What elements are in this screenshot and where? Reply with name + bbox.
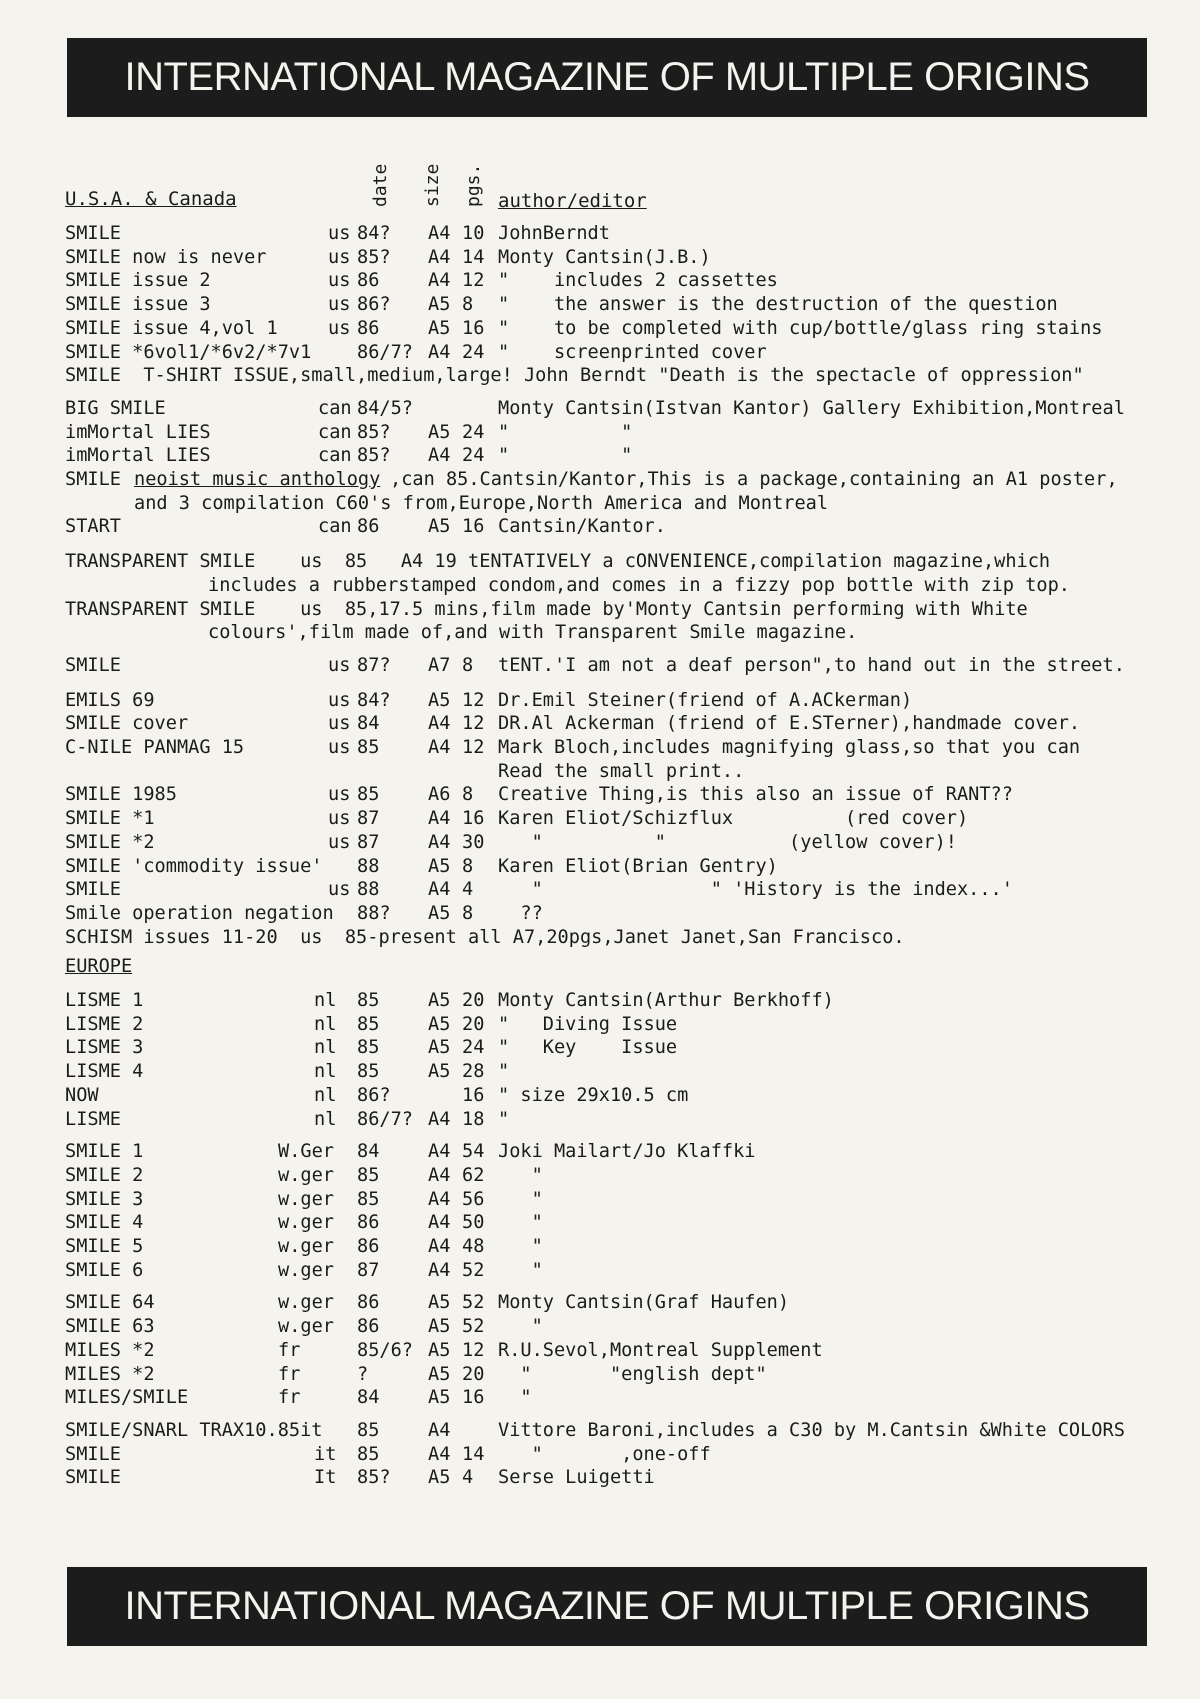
entry-date: ?: [357, 1363, 369, 1385]
entry-country: us: [328, 737, 351, 758]
entry-date: 86: [357, 1236, 380, 1257]
tshirt-line: SMILE T-SHIRT ISSUE,small,medium,large! John Berndt "Death is the spectacle of oppression": [65, 365, 1084, 387]
entry-pages: 16: [462, 317, 485, 339]
entry-pages: 14: [462, 1443, 485, 1465]
region-heading-europe: EUROPE: [65, 956, 133, 978]
entry-pages: 12: [462, 270, 485, 292]
entry-country: can: [318, 397, 352, 419]
entry-pages: 14: [462, 246, 485, 268]
entry-country: w.ger: [278, 1259, 334, 1281]
entry-size: A4: [428, 808, 451, 830]
entry-title: SMILE 'commodity issue': [65, 855, 323, 877]
entry-date: 85?: [357, 445, 391, 467]
entry-pages: 12: [462, 1339, 485, 1361]
entry-size: A5: [428, 317, 451, 339]
entry-pages: 24: [462, 1037, 485, 1059]
entry-date: 85/6?: [357, 1339, 413, 1361]
region-heading-usa-canada: U.S.A. & Canada: [65, 188, 237, 210]
entry-date: 85: [357, 1061, 380, 1083]
entry-author: " " (yellow cover)!: [498, 831, 957, 853]
entry-date: 88: [357, 855, 380, 877]
entry-size: A5: [428, 1061, 451, 1083]
anthology-title: neoist music anthology: [134, 469, 381, 490]
entry-author: Karen Eliot/Schizflux (red cover): [498, 808, 969, 830]
entry-author: Karen Eliot(Brian Gentry): [498, 855, 778, 877]
entry-date: 84: [357, 1387, 380, 1409]
entry-country: can: [318, 421, 352, 443]
bottom-banner: [67, 1567, 1147, 1646]
entry-pages: 10: [462, 223, 485, 244]
entry-title: SMILE 6: [65, 1259, 144, 1281]
anthology-detail: ,can 85.Cantsin/Kantor,This is a package,containing an A1 poster,: [390, 469, 1118, 490]
entry-size: A5: [428, 1467, 451, 1489]
entry-pages: 52: [462, 1292, 485, 1314]
entry-pages: 16: [462, 808, 485, 830]
entry-size: A4: [428, 1443, 451, 1465]
entry-title: SMILE cover: [65, 713, 189, 735]
entry-pages: 56: [462, 1188, 485, 1210]
entry-date: 87: [357, 1259, 380, 1281]
entry-author: ": [498, 1387, 532, 1409]
anthology-continuation: and 3 compilation C60's from,Europe,North America and Montreal: [134, 492, 829, 514]
entry-title: SMILE 1985: [65, 784, 177, 806]
entry-pages: 20: [462, 1363, 485, 1385]
entry-country: W.Ger: [278, 1141, 334, 1163]
entry-title: MILES/SMILE: [65, 1387, 189, 1409]
entry-country: it: [314, 1443, 337, 1465]
entry-author: ": [498, 1259, 543, 1281]
entry-pages: 4: [462, 879, 474, 901]
entry-date: 85: [357, 990, 380, 1011]
entry-author: tENT.'I am not a deaf person",to hand out in the street.: [498, 654, 1125, 676]
transparent-smile-continuation: includes a rubberstamped condom,and comes in a fizzy pop bottle with zip top.: [208, 574, 1070, 596]
entry-size: A5: [428, 1292, 451, 1314]
entry-title: MILES *2: [65, 1339, 155, 1361]
entry-title: SMILE 5: [65, 1236, 144, 1257]
entry-author: ": [498, 1316, 543, 1338]
entry-author: Dr.Emil Steiner(friend of A.ACkerman): [498, 689, 913, 711]
entry-author: " " 'History is the index...': [498, 879, 1013, 901]
entry-author: ??: [498, 902, 543, 924]
entry-date: 85: [357, 737, 380, 758]
entry-date: 85: [357, 1164, 380, 1186]
entry-country: w.ger: [278, 1292, 334, 1314]
entry-author: " the answer is the destruction of the question: [498, 294, 1058, 316]
entry-size: A5: [428, 421, 451, 443]
entry-size: A5: [428, 1339, 451, 1361]
entry-author: ": [498, 1061, 510, 1083]
entry-size: A5: [428, 1037, 451, 1059]
entry-title: LISME: [65, 1108, 121, 1130]
entry-size: A4: [428, 713, 451, 735]
entry-date: 86: [357, 270, 380, 292]
entry-size: A4: [428, 1236, 451, 1257]
entry-date: 86: [357, 1316, 380, 1338]
entry-pages: 8: [462, 902, 474, 924]
entry-country: us: [328, 808, 351, 830]
entry-date: 87: [357, 831, 380, 853]
entry-date: 84: [357, 713, 380, 735]
entry-size: A4: [428, 1108, 451, 1130]
entry-country: us: [328, 784, 351, 806]
entry-size: A7: [428, 654, 451, 676]
entry-title: SMILE 3: [65, 1188, 144, 1210]
entry-date: 85?: [357, 1467, 391, 1489]
entry-country: fr: [278, 1363, 301, 1385]
entry-date: 84?: [357, 689, 391, 711]
entry-title: SMILE 2: [65, 1164, 144, 1186]
entry-title: SMILE 64: [65, 1292, 155, 1314]
transparent-smile-film-line: TRANSPARENT SMILE us 85,17.5 mins,film made by'Monty Cantsin performing with White: [65, 598, 1028, 620]
entry-country: us: [328, 246, 351, 268]
entry-title: SMILE *6vol1/*6v2/*7v1: [65, 341, 312, 363]
entry-title: MILES *2: [65, 1363, 155, 1385]
entry-country: nl: [314, 990, 337, 1011]
entry-author: " ": [498, 421, 633, 443]
entry-date: 85: [357, 784, 380, 806]
pgs-column-label: pgs.: [463, 163, 484, 207]
entry-country: nl: [314, 1084, 337, 1106]
entry-size: A4: [428, 1188, 451, 1210]
entry-date: 88?: [357, 902, 391, 924]
author-column-label: author/editor: [498, 190, 647, 212]
entry-date: 88: [357, 879, 380, 901]
entry-country: It: [314, 1467, 337, 1489]
entry-pages: 12: [462, 689, 485, 711]
entry-date: 87: [357, 808, 380, 830]
entry-country: us: [328, 879, 351, 901]
entry-title: LISME 4: [65, 1061, 144, 1083]
entry-size: A4: [428, 341, 451, 363]
entry-country: us: [328, 689, 351, 711]
entry-title: SMILE: [65, 654, 121, 676]
entry-pages: 8: [462, 855, 474, 877]
entry-size: A4: [428, 1259, 451, 1281]
entry-author: " ,one-off: [498, 1443, 711, 1465]
entry-author: ": [498, 1108, 510, 1130]
entry-author: ": [498, 1212, 543, 1234]
entry-country: w.ger: [278, 1212, 334, 1234]
entry-title: SMILE issue 3: [65, 294, 211, 316]
entry-title: SMILE *2: [65, 831, 155, 853]
bloch-continuation: Read the small print..: [498, 760, 745, 782]
entry-date: 85: [357, 1419, 380, 1441]
entry-date: 85: [357, 1037, 380, 1059]
entry-size: A5: [428, 1387, 451, 1409]
entry-author: Monty Cantsin(Arthur Berkhoff): [498, 990, 834, 1011]
entry-title: SMILE: [65, 223, 121, 244]
entry-title: imMortal LIES: [65, 445, 211, 467]
entry-pages: 28: [462, 1061, 485, 1083]
entry-pages: 8: [462, 784, 474, 806]
anthology-prefix: SMILE: [65, 469, 133, 490]
entry-size: A4: [428, 445, 451, 467]
entry-country: w.ger: [278, 1164, 334, 1186]
entry-country: w.ger: [278, 1316, 334, 1338]
entry-size: A5: [428, 855, 451, 877]
entry-author: Serse Luigetti: [498, 1467, 655, 1489]
entry-country: us: [328, 713, 351, 735]
entry-size: A4: [428, 246, 451, 268]
entry-size: A4: [428, 223, 451, 244]
entry-date: 85?: [357, 421, 391, 443]
entry-size: A4: [428, 1419, 451, 1441]
entry-date: 86/7?: [357, 341, 413, 363]
entry-title: C-NILE PANMAG 15: [65, 737, 245, 758]
transparent-smile-line: TRANSPARENT SMILE us 85 A4 19 tENTATIVELY a cONVENIENCE,compilation magazine,which: [65, 551, 1051, 573]
entry-date: 87?: [357, 654, 391, 676]
schism-line: SCHISM issues 11-20 us 85-present all A7,20pgs,Janet Janet,San Francisco.: [65, 926, 905, 948]
entry-date: 85: [357, 1443, 380, 1465]
entry-title: imMortal LIES: [65, 421, 211, 443]
entry-author: " to be completed with cup/bottle/glass ring stains: [498, 317, 1103, 339]
entry-size: A5: [428, 990, 451, 1011]
banner-title: INTERNATIONAL MAGAZINE OF MULTIPLE ORIGINS: [124, 1584, 1090, 1628]
entry-size: A4: [428, 1141, 451, 1163]
entry-author: Monty Cantsin(Istvan Kantor) Gallery Exhibition,Montreal: [498, 397, 1125, 419]
entry-pages: 4: [462, 1467, 474, 1489]
entry-title: SMILE issue 4,vol 1: [65, 317, 278, 339]
entry-author: Cantsin/Kantor.: [498, 516, 666, 538]
entry-country: us: [328, 270, 351, 292]
entry-date: 84/5?: [357, 397, 413, 419]
entry-author: " Key Issue: [498, 1037, 678, 1059]
entry-size: A5: [428, 294, 451, 316]
entry-pages: 8: [462, 654, 474, 676]
entry-size: A5: [428, 1316, 451, 1338]
entry-size: A5: [428, 1013, 451, 1035]
entry-country: us: [328, 317, 351, 339]
entry-title: LISME 1: [65, 990, 144, 1011]
entry-pages: 16: [462, 1387, 485, 1409]
entry-title: Smile operation negation: [65, 902, 334, 924]
date-column-label: date: [370, 163, 391, 207]
entry-country: nl: [314, 1037, 337, 1059]
entry-author: Joki Mailart/Jo Klaffki: [498, 1141, 756, 1163]
entry-author: ": [498, 1164, 543, 1186]
entry-pages: 24: [462, 341, 485, 363]
entry-size: A5: [428, 689, 451, 711]
entry-title: SMILE/SNARL TRAX10.85it: [65, 1419, 323, 1441]
entry-size: A4: [428, 1164, 451, 1186]
entry-pages: 12: [462, 737, 485, 758]
entry-author: Monty Cantsin(Graf Haufen): [498, 1292, 790, 1314]
entry-author: " "english dept": [498, 1363, 767, 1385]
entry-title: SMILE: [65, 1443, 121, 1465]
entry-country: us: [328, 831, 351, 853]
entry-size: A5: [428, 1363, 451, 1385]
entry-size: A4: [428, 831, 451, 853]
entry-author: " includes 2 cassettes: [498, 270, 778, 292]
entry-date: 85: [357, 1013, 380, 1035]
entry-author: " screenprinted cover: [498, 341, 767, 363]
entry-date: 86?: [357, 1084, 391, 1106]
entry-size: A4: [428, 270, 451, 292]
entry-pages: 8: [462, 294, 474, 316]
entry-pages: 20: [462, 990, 485, 1011]
entry-country: us: [328, 654, 351, 676]
entry-pages: 24: [462, 421, 485, 443]
entry-title: SMILE 1: [65, 1141, 144, 1163]
entry-pages: 12: [462, 713, 485, 735]
entry-author: ": [498, 1188, 543, 1210]
entry-size: A6: [428, 784, 451, 806]
entry-pages: 30: [462, 831, 485, 853]
entry-author: " Diving Issue: [498, 1013, 678, 1035]
entry-pages: 52: [462, 1316, 485, 1338]
entry-country: w.ger: [278, 1236, 334, 1257]
entry-country: nl: [314, 1013, 337, 1035]
entry-author: Creative Thing,is this also an issue of RANT??: [498, 784, 1013, 806]
entry-title: SMILE now is never: [65, 246, 267, 268]
transparent-smile-film-continuation: colours',film made of,and with Transparent Smile magazine.: [208, 622, 858, 644]
entry-author: ": [498, 1236, 543, 1257]
entry-author: " size 29x10.5 cm: [498, 1084, 689, 1106]
entry-author: Monty Cantsin(J.B.): [498, 246, 711, 268]
entry-title: LISME 2: [65, 1013, 144, 1035]
entry-country: w.ger: [278, 1188, 334, 1210]
entry-country: can: [318, 516, 352, 538]
entry-title: LISME 3: [65, 1037, 144, 1059]
entry-pages: 18: [462, 1108, 485, 1130]
entry-title: SMILE: [65, 879, 121, 901]
entry-title: SMILE *1: [65, 808, 155, 830]
entry-author: Mark Bloch,includes magnifying glass,so that you can: [498, 737, 1081, 758]
entry-pages: 54: [462, 1141, 485, 1163]
entry-date: 85?: [357, 246, 391, 268]
entry-pages: 16: [462, 516, 485, 538]
entry-country: fr: [278, 1339, 301, 1361]
entry-title: EMILS 69: [65, 689, 155, 711]
entry-size: A4: [428, 879, 451, 901]
entry-country: us: [328, 223, 351, 244]
entry-date: 84?: [357, 223, 391, 244]
entry-size: A5: [428, 516, 451, 538]
entry-pages: 48: [462, 1236, 485, 1257]
entry-date: 86/7?: [357, 1108, 413, 1130]
entry-title: SMILE 63: [65, 1316, 155, 1338]
entry-title: SMILE 4: [65, 1212, 144, 1234]
entry-pages: 62: [462, 1164, 485, 1186]
entry-size: A4: [428, 1212, 451, 1234]
column-header: [0, 150, 1200, 220]
entry-country: can: [318, 445, 352, 467]
entry-country: fr: [278, 1387, 301, 1409]
banner-title: INTERNATIONAL MAGAZINE OF MULTIPLE ORIGINS: [124, 55, 1090, 99]
entry-author: " ": [498, 445, 633, 467]
entry-size: A4: [428, 737, 451, 758]
entry-country: us: [328, 294, 351, 316]
entry-title: SMILE: [65, 1467, 121, 1489]
entry-title: NOW: [65, 1084, 99, 1106]
top-banner: [67, 38, 1147, 117]
entry-title: BIG SMILE: [65, 397, 166, 419]
entry-title: START: [65, 516, 121, 538]
entry-pages: 24: [462, 445, 485, 467]
size-column-label: size: [422, 163, 443, 207]
entry-author: R.U.Sevol,Montreal Supplement: [498, 1339, 823, 1361]
entry-author: DR.Al Ackerman (friend of E.STerner),handmade cover.: [498, 713, 1081, 735]
entry-country: nl: [314, 1108, 337, 1130]
entry-pages: 50: [462, 1212, 485, 1234]
entry-author: JohnBerndt: [498, 223, 610, 244]
entry-country: nl: [314, 1061, 337, 1083]
entry-date: 86: [357, 516, 380, 538]
entry-pages: 52: [462, 1259, 485, 1281]
entry-size: A5: [428, 902, 451, 924]
entry-author: Vittore Baroni,includes a C30 by M.Cantsin &White COLORS: [498, 1419, 1125, 1441]
entry-date: 85: [357, 1188, 380, 1210]
entry-pages: 16: [462, 1084, 485, 1106]
entry-date: 86: [357, 317, 380, 339]
entry-title: SMILE issue 2: [65, 270, 211, 292]
entry-pages: 20: [462, 1013, 485, 1035]
entry-date: 84: [357, 1141, 380, 1163]
entry-date: 86: [357, 1292, 380, 1314]
entry-date: 86?: [357, 294, 391, 316]
entry-date: 86: [357, 1212, 380, 1234]
